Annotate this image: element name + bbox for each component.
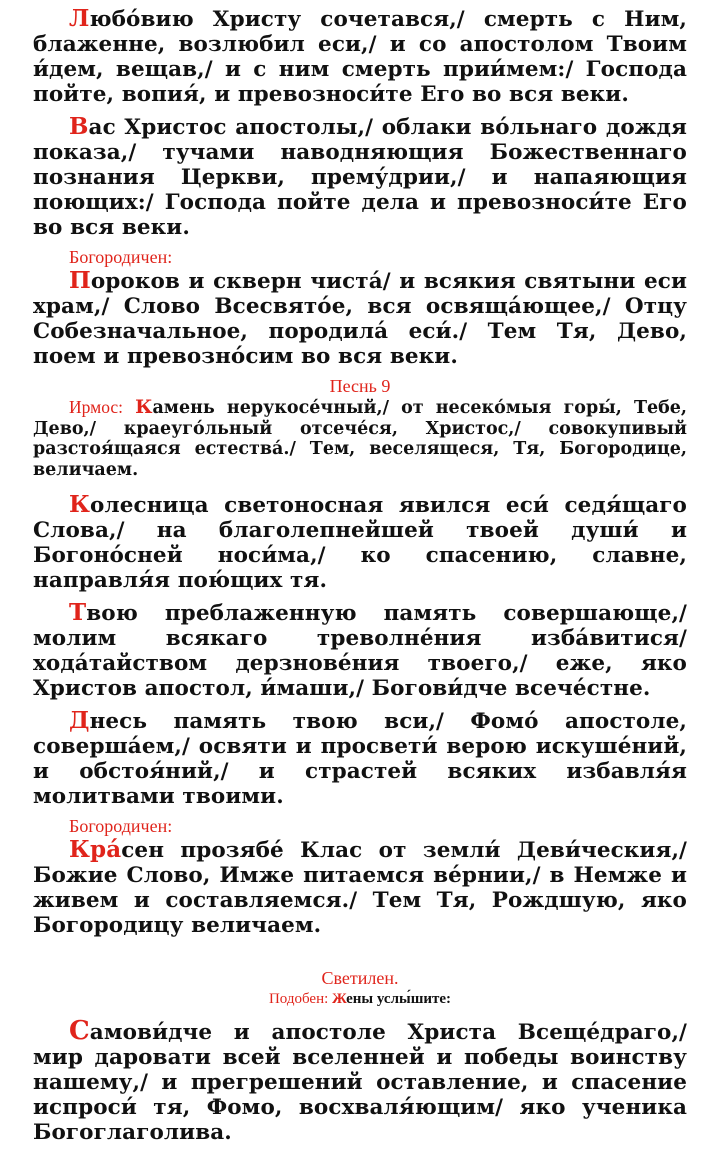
- troparion-text: олесница светоносная явился еси́ седя́щаго Слова,/ на благолепнейшей твоей души́ и Богоно́сней носи́ма,/ ко спасению, славне, направля́я пою́щих тя.: [33, 493, 687, 593]
- bogorodichen-troparion-1: [33, 268, 687, 369]
- irmos-text: амень нерукосе́чный,/ от несеко́мыя горы́, Тебе, Дево,/ краеуго́льный отсече́ся, Христос,/ совокупивый разстоя́щаяся естества́./ Тем, веселящеся, Тя, Богородице, величаем.: [33, 398, 688, 480]
- podoben-text: ены услы́шите:: [346, 991, 452, 1007]
- drop-initial: В: [69, 113, 89, 140]
- drop-initial: С: [69, 1016, 90, 1046]
- podoben-tag: Подобен:: [268, 991, 329, 1007]
- drop-initial: П: [69, 267, 91, 294]
- irmos: [33, 397, 687, 480]
- bogorodichen-troparion-2: [33, 837, 687, 938]
- liturgical-text-page: [33, 6, 687, 1152]
- drop-initial: Кра́: [69, 836, 122, 863]
- troparion-4: [33, 600, 687, 701]
- svetilen-heading: Светилен.: [321, 968, 399, 988]
- irmos-tag: Ирмос:: [69, 397, 124, 417]
- song-heading: Песнь 9: [329, 376, 391, 396]
- troparion-5: [33, 708, 687, 809]
- troparion-3: [33, 492, 687, 593]
- drop-initial: Д: [69, 707, 90, 734]
- troparion-text: юбо́вию Христу сочетався,/ смерть с Ним, блаженне, возлюбил еси,/ и со апостолом Твоим и́дем, вещав,/ и с ним смерть прии́мем:/ Господа пойте, вопия́, и превозноси́те Его во вся веки.: [33, 7, 687, 107]
- drop-initial: К: [69, 491, 91, 518]
- drop-initial: Л: [69, 5, 90, 32]
- troparion-text: амови́дче и апостоле Христа Всеще́драго,/ мир даровати всей вселенней и победы воинству нашему,/ и прегрешений оставление, и спасение испроси́ тя, Фомо, восхваля́ющим/ яко ученика Богоглаголива.: [33, 1020, 687, 1145]
- troparion-text: ас Христос апостолы,/ облаки во́льнаго дождя показа,/ тучами наводняющия Божественнаго познания Церкви, прему́дрии,/ и напаяющия поющих:/ Господа пойте дела и превозноси́те Его во вся веки.: [33, 115, 687, 240]
- podoben-line: [33, 989, 687, 1009]
- bogorodichen-label: Богородичен:: [69, 816, 173, 836]
- troparion-text: вою преблаженную память совершающе,/ молим всякаго треволне́ния изба́витися/ хода́тайством дерзнове́ния твоего,/ еже, яко Христов апостол, и́маши,/ Богови́дче всече́стне.: [33, 601, 687, 701]
- troparion-text: ороков и скверн чиста́/ и всякия святыни еси храм,/ Слово Всесвято́е, вся освяща́ющее,/ Отцу Собезначальное, породила́ еси́./ Тем Тя, Дево, поем и превозно́сим во вся веки.: [33, 269, 687, 369]
- troparion-1: [33, 6, 687, 107]
- troparion-2: [33, 114, 687, 240]
- drop-initial: Т: [69, 599, 87, 626]
- svetilen-text: [33, 1016, 687, 1145]
- drop-initial: Ж: [332, 991, 347, 1007]
- troparion-text: сен прозябе́ Клас от земли́ Деви́ческия,/ Божие Слово, Имже питаемся ве́рнии,/ в Немже и живем и составляемся./ Тем Тя, Рождшую, яко Богородицу величаем.: [33, 838, 687, 938]
- bogorodichen-label: Богородичен:: [69, 247, 173, 267]
- troparion-text: несь память твою вси,/ Фомо́ апостоле, соверша́ем,/ освяти и просвети́ верою искуше́ний, и обстоя́ний,/ и страстей всяких избавля́я молитвами твоими.: [33, 709, 687, 809]
- drop-initial: К: [135, 396, 153, 418]
